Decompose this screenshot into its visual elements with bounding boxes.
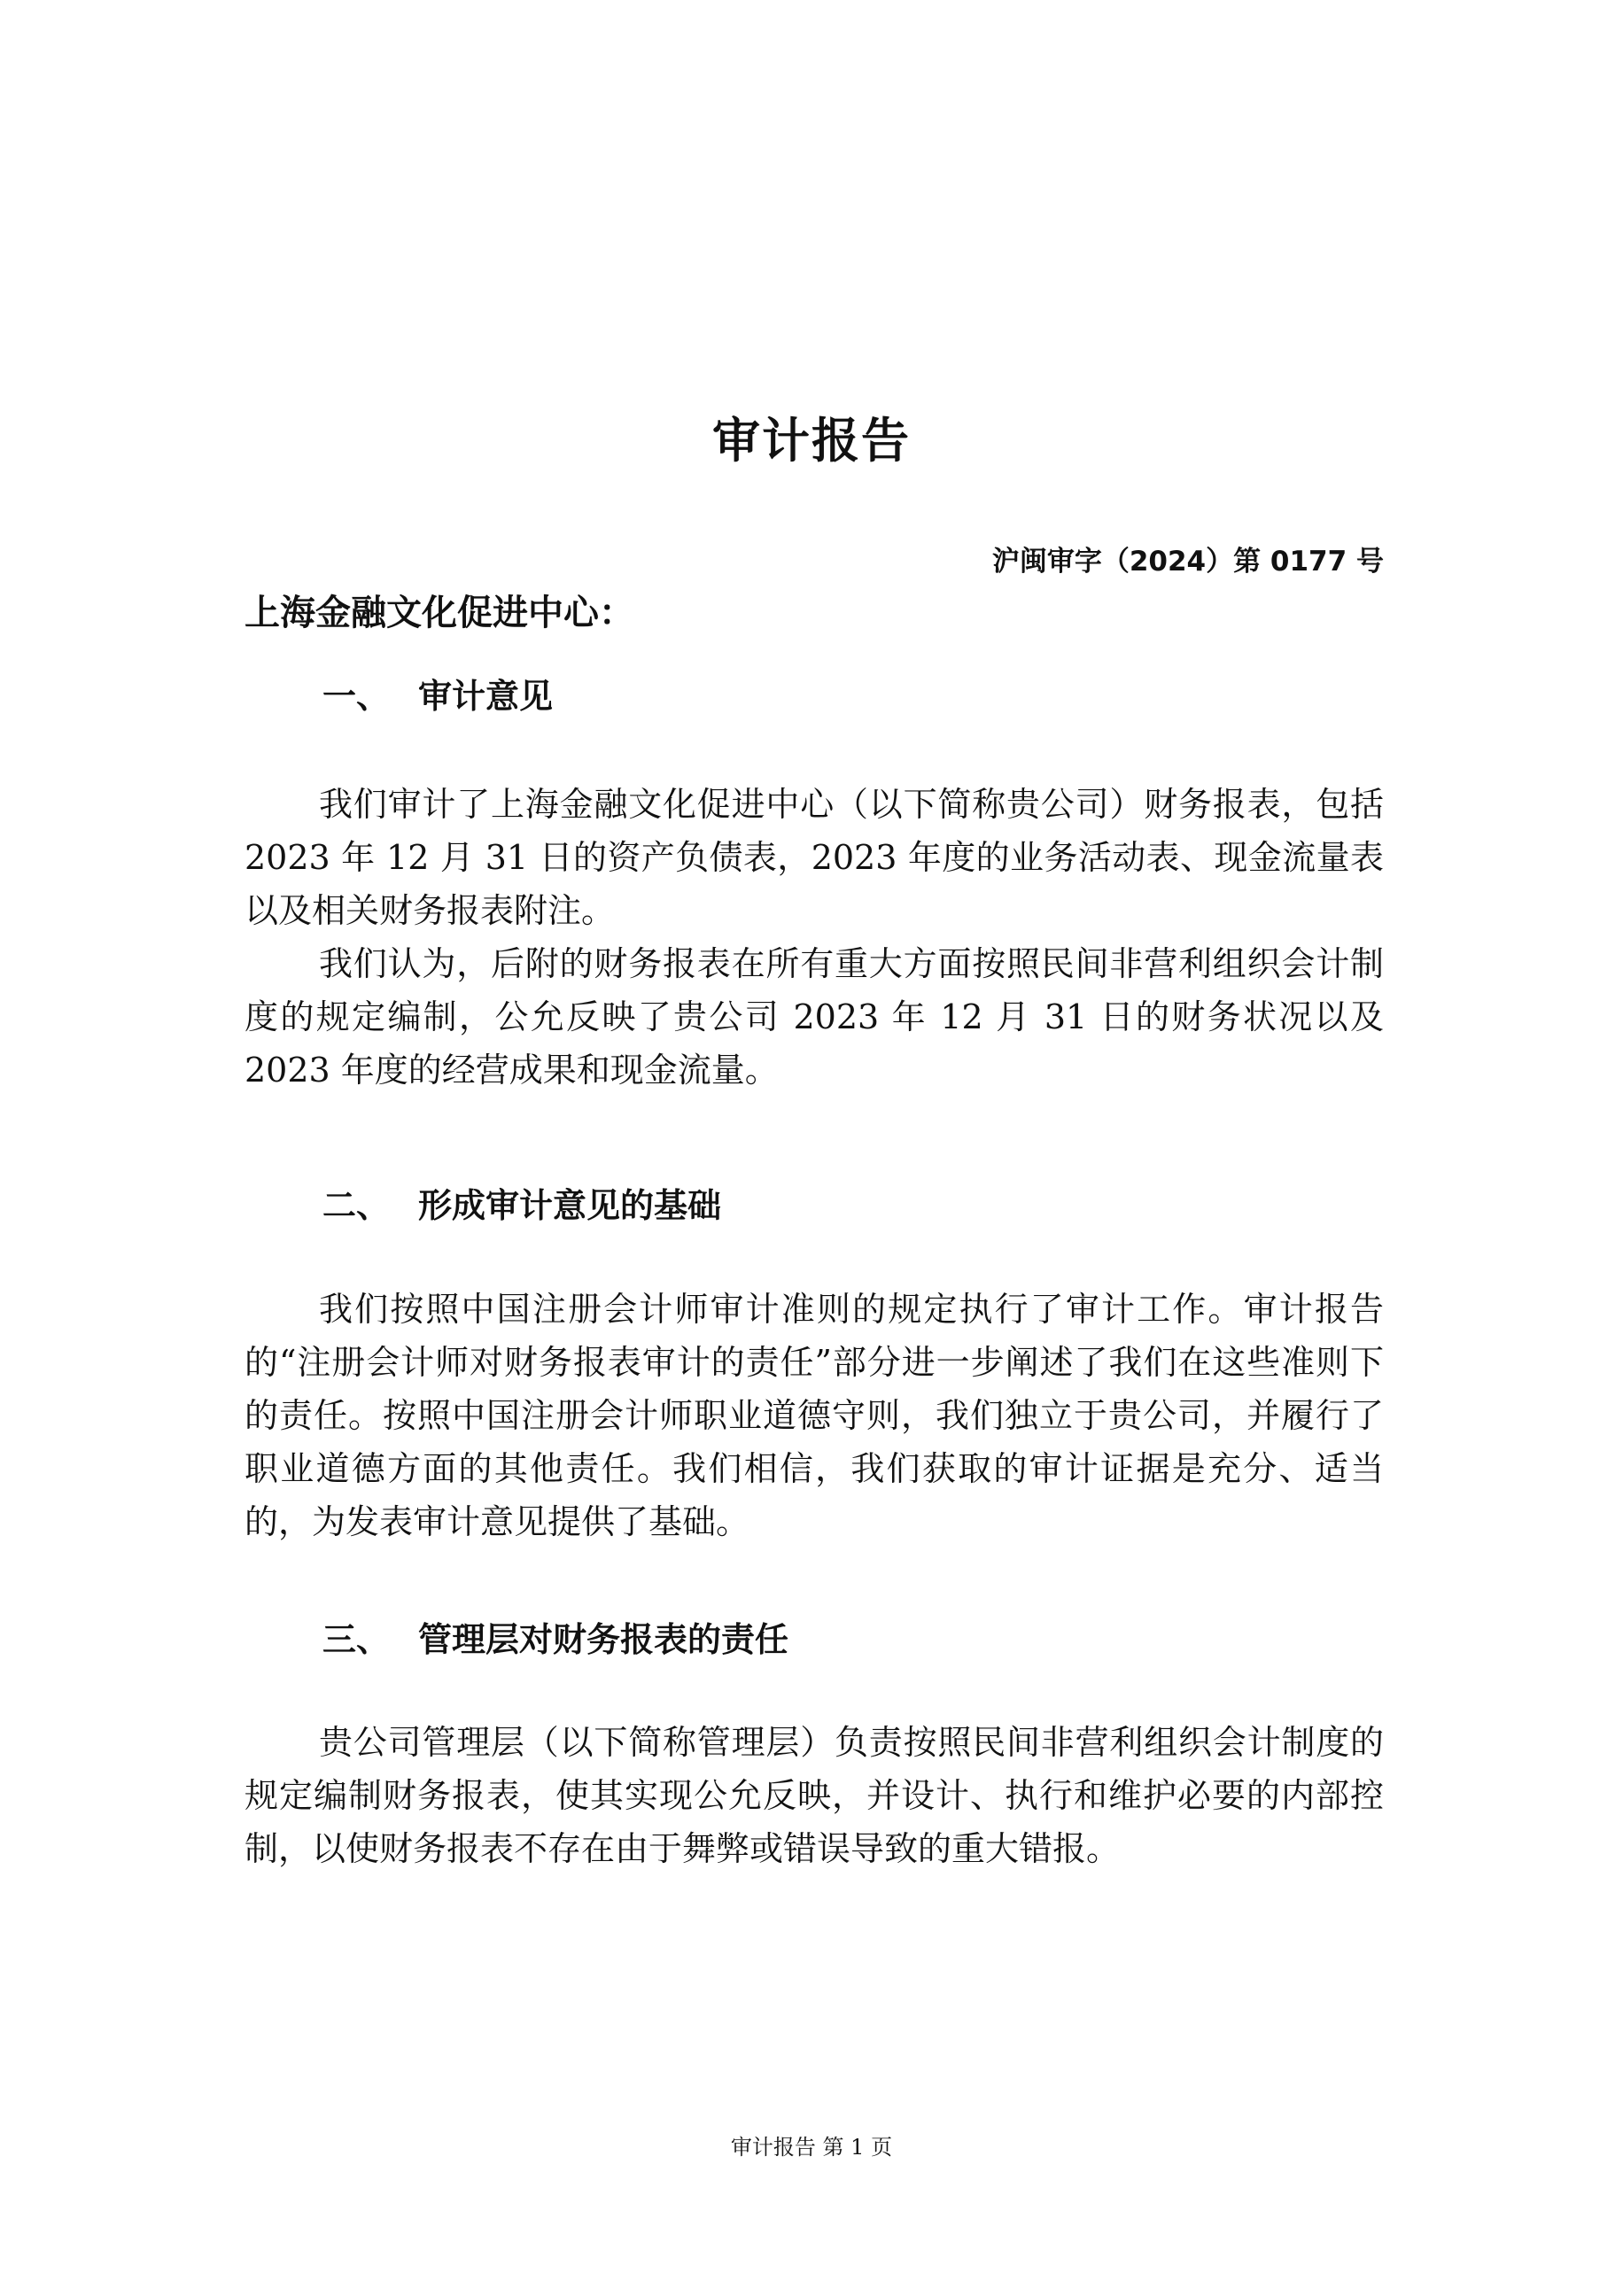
page-title: 审计报告 xyxy=(712,413,911,469)
section-heading-basis xyxy=(322,1178,721,1227)
addressee: 上海金融文化促进中心： xyxy=(245,593,634,633)
section-heading-opinion xyxy=(322,669,553,718)
paragraph: 我们审计了上海金融文化促进中心（以下简称贵公司）财务报表，包括 2023 年 12 月 31 日的资产负债表，2023 年度的业务活动表、现金流量表以及相关财务报表附注。 xyxy=(245,785,1384,930)
paragraph: 我们认为，后附的财务报表在所有重大方面按照民间非营利组织会计制度的规定编制，公允反映了贵公司 2023 年 12 月 31 日的财务状况以及 2023 年度的经营成果和现金流量。 xyxy=(245,944,1384,1090)
page-footer: 审计报告 第 1 页 xyxy=(730,2135,893,2160)
section-title: 形成审计意见的基础 xyxy=(418,1186,722,1225)
paragraph: 我们按照中国注册会计师审计准则的规定执行了审计工作。审计报告的“注册会计师对财务报表审计的责任”部分进一步阐述了我们在这些准则下的责任。按照中国注册会计师职业道德守则，我们独立于贵公司，并履行了职业道德方面的其他责任。我们相信，我们获取的审计证据是充分、适当的，为发表审计意见提供了基础。 xyxy=(245,1290,1384,1541)
paragraph: 贵公司管理层（以下简称管理层）负责按照民间非营利组织会计制度的规定编制财务报表，使其实现公允反映，并设计、执行和维护必要的内部控制，以使财务报表不存在由于舞弊或错误导致的重大错报。 xyxy=(245,1723,1384,1868)
section-title: 管理层对财务报表的责任 xyxy=(418,1620,789,1659)
section-number: 一、 xyxy=(322,677,391,716)
section-number: 三、 xyxy=(322,1620,391,1659)
section-heading-management-responsibility xyxy=(322,1612,788,1661)
document-number: 沪闽审字（2024）第 0177 号 xyxy=(991,546,1384,578)
section-title: 审计意见 xyxy=(418,677,554,716)
section-number: 二、 xyxy=(322,1186,391,1225)
